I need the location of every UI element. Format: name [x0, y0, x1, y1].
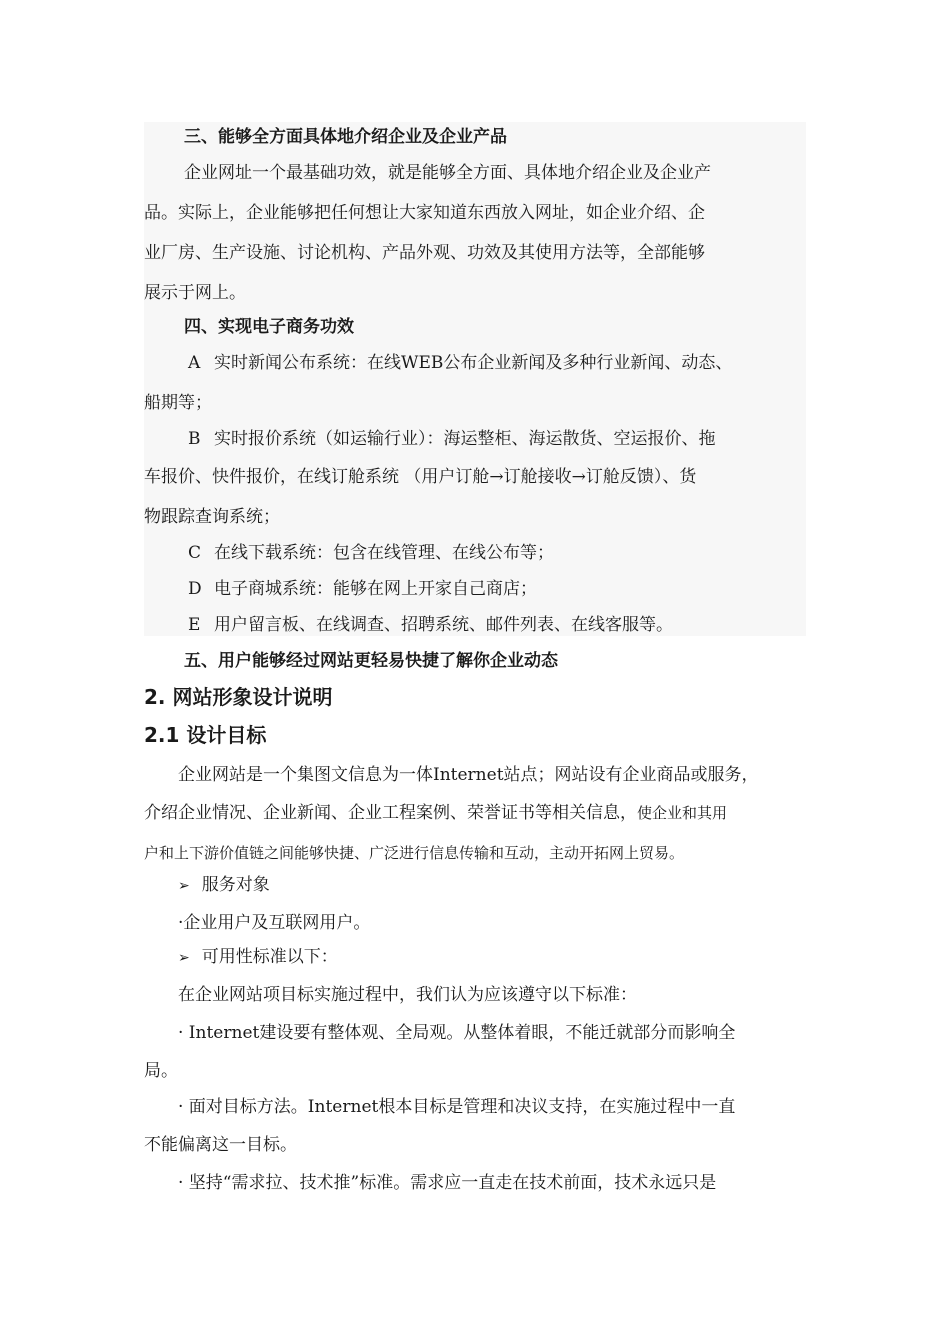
bullet-service-target	[178, 874, 270, 897]
section3-line: 品。实际上，企业能够把任何想让大家知道东西放入网址，如企业介绍、企	[144, 203, 705, 223]
item-line: 物跟踪查询系统；	[144, 507, 280, 527]
item-line: 用户留言板、在线调查、招聘系统、邮件列表、在线客服等。	[214, 615, 673, 635]
item-line: 在线下载系统：包含在线管理、在线公布等；	[214, 543, 554, 563]
principle-line: · 坚持“需求拉、技术推”标准。需求应一直走在技术前面，技术永远只是	[178, 1173, 717, 1193]
section4-heading: 四、实现电子商务功效	[184, 317, 354, 337]
principle-line: 不能偏离这一目标。	[144, 1135, 297, 1155]
section3-line: 展示于网上。	[144, 283, 246, 303]
bullet-label: 服务对象	[201, 875, 270, 895]
item-line: 车报价、快件报价，在线订舱系统 （用户订舱→订舱接收→订舱反馈）、货	[144, 467, 697, 487]
section21-heading: 2.1 设计目标	[144, 723, 267, 747]
arrow-bullet-icon: ➢	[178, 878, 190, 894]
section5-heading: 五、用户能够经过网站更轻易快捷了解你企业动态	[184, 651, 558, 671]
item-line: 实时新闻公布系统：在线WEB公布企业新闻及多种行业新闻、动态、	[214, 353, 733, 373]
intro-line	[144, 802, 727, 824]
section3-line: 业厂房、生产设施、讨论机构、产品外观、功效及其使用方法等，全部能够	[144, 243, 705, 263]
item-letter: C	[188, 543, 202, 563]
bullet-label: 可用性标准以下：	[201, 947, 338, 967]
intro-text: 介绍企业情况、企业新闻、企业工程案例、荣誉证书等相关信息，	[144, 803, 637, 823]
bullet-usability	[178, 946, 338, 969]
section3-line: 企业网址一个最基础功效，就是能够全方面、具体地介绍企业及企业产	[184, 163, 711, 183]
intro-line: 户和上下游价值链之间能够快捷、广泛进行信息传输和互动，主动开拓网上贸易。	[144, 844, 685, 862]
item-line: 电子商城系统：能够在网上开家自己商店；	[214, 579, 537, 599]
principle-line: · Internet建设要有整体观、全局观。从整体着眼，不能迁就部分而影响全	[178, 1023, 736, 1043]
item-letter: B	[188, 429, 201, 449]
chapter2-heading: 2. 网站形象设计说明	[144, 685, 333, 709]
intro-line: 企业网站是一个集图文信息为一体Internet站点；网站设有企业商品或服务，	[178, 765, 759, 785]
intro-text-small: 使企业和其用	[637, 804, 728, 822]
item-letter: E	[188, 615, 201, 635]
arrow-bullet-icon: ➢	[178, 950, 190, 966]
principle-line: · 面对目标方法。Internet根本目标是管理和决议支持，在实施过程中一直	[178, 1097, 736, 1117]
item-letter: D	[188, 579, 202, 599]
item-line: 船期等；	[144, 393, 212, 413]
section3-heading: 三、能够全方面具体地介绍企业及企业产品	[184, 127, 507, 147]
item-line: 实时报价系统（如运输行业）：海运整柜、海运散货、空运报价、拖	[214, 429, 716, 449]
audience-line: ·企业用户及互联网用户。	[178, 913, 371, 933]
principle-line: 局。	[144, 1061, 178, 1081]
principles-intro: 在企业网站项目标实施过程中，我们认为应该遵守以下标准：	[178, 985, 637, 1005]
item-letter: A	[188, 353, 201, 373]
